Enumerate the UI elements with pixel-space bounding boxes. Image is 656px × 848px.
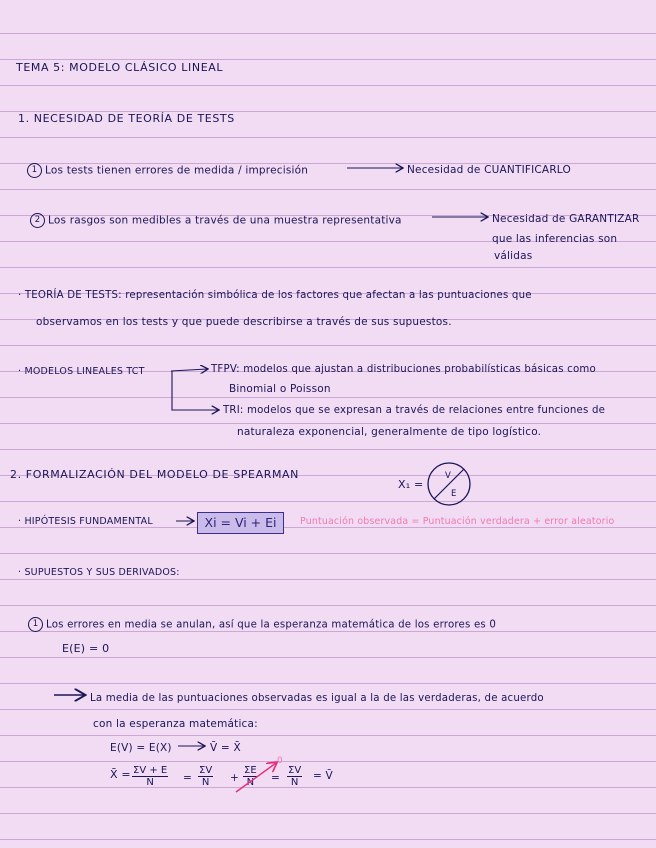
number-circle: 1 xyxy=(28,617,43,632)
formula-box: Xi = Vi + Ei xyxy=(197,512,284,534)
fraction-1-num: ΣV + E xyxy=(133,765,168,776)
supuesto-1-eq: E(E) = 0 xyxy=(62,642,110,655)
circle-e: E xyxy=(451,489,457,499)
teoria-line-1: · TEORÍA DE TESTS: representación simbólica de los factores que afectan a las puntuaciones que xyxy=(18,290,532,301)
teoria-line-2: observamos en los tests y que puede describirse a través de sus supuestos. xyxy=(36,316,452,328)
item-2-text: Los rasgos son medibles a través de una muestra representativa xyxy=(48,214,402,227)
circle-divider-icon xyxy=(434,469,464,499)
page-title: TEMA 5: MODELO CLÁSICO LINEAL xyxy=(16,61,224,74)
item-1-arrow-text: Necesidad de CUANTIFICARLO xyxy=(407,164,571,176)
circle-v: V xyxy=(445,471,452,481)
tfpv-line-1: TFPV: modelos que ajustan a distribuciones probabilísticas básicas como xyxy=(211,364,596,375)
media-line-2: con la esperanza matemática: xyxy=(93,718,258,730)
plus-sign: + xyxy=(230,772,239,784)
fraction-1-den: N xyxy=(146,777,154,788)
supuesto-1-text: Los errores en media se anulan, así que la esperanza matemática de los errores es 0 xyxy=(46,619,497,631)
fraction-4-num: ΣV xyxy=(288,765,302,776)
supuestos-label: · SUPUESTOS Y SUS DERIVADOS: xyxy=(18,567,180,578)
item-2-arrow-text-1: Necesidad de GARANTIZAR xyxy=(492,213,640,225)
item-2-arrow-text-3: válidas xyxy=(494,250,533,262)
media-line-1: La media de las puntuaciones observadas es igual a la de las verdaderas, de acuerdo xyxy=(90,693,544,704)
xi-label: X₁ = xyxy=(398,478,424,491)
tri-line-2: naturaleza exponencial, generalmente de tipo logístico. xyxy=(237,426,542,438)
fraction-3-num: ΣE xyxy=(244,765,257,776)
eq-expectation: E(V) = E(X) xyxy=(110,742,172,754)
item-2-arrow-text-2: que las inferencias son xyxy=(492,233,618,245)
cancel-strike-icon xyxy=(236,763,276,792)
equals-sign: = xyxy=(183,772,192,784)
arrow-icon xyxy=(171,369,207,371)
eq-result: V̄ = X̄ xyxy=(210,742,241,754)
fraction-2-num: ΣV xyxy=(199,765,213,776)
equals-sign-2: = xyxy=(271,772,280,784)
section-1-heading: 1. NECESIDAD DE TEORÍA DE TESTS xyxy=(18,112,235,125)
section-2-heading: 2. FORMALIZACIÓN DEL MODELO DE SPEARMAN xyxy=(10,468,299,481)
number-circle: 1 xyxy=(27,163,42,178)
vbar-result: = V̄ xyxy=(313,770,333,782)
tri-line-1: TRI: modelos que se expresan a través de relaciones entre funciones de xyxy=(223,405,606,416)
item-1-text: Los tests tienen errores de medida / imprecisión xyxy=(45,164,309,177)
fraction-4-den: N xyxy=(290,777,299,788)
hipotesis-label: · HIPÓTESIS FUNDAMENTAL xyxy=(18,516,153,527)
tfpv-line-2: Binomial o Poisson xyxy=(229,383,331,395)
zero-annotation: 0 xyxy=(277,756,283,766)
fraction-3-den: N xyxy=(246,777,255,788)
xbar-label: X̄ = xyxy=(110,768,131,781)
formula-note: Puntuación observada = Puntuación verdadera + error aleatorio xyxy=(300,516,615,527)
number-circle: 2 xyxy=(30,213,45,228)
modelos-label: · MODELOS LINEALES TCT xyxy=(18,366,145,377)
branch-arrow-icon xyxy=(172,371,218,410)
fraction-2-den: N xyxy=(201,777,210,788)
